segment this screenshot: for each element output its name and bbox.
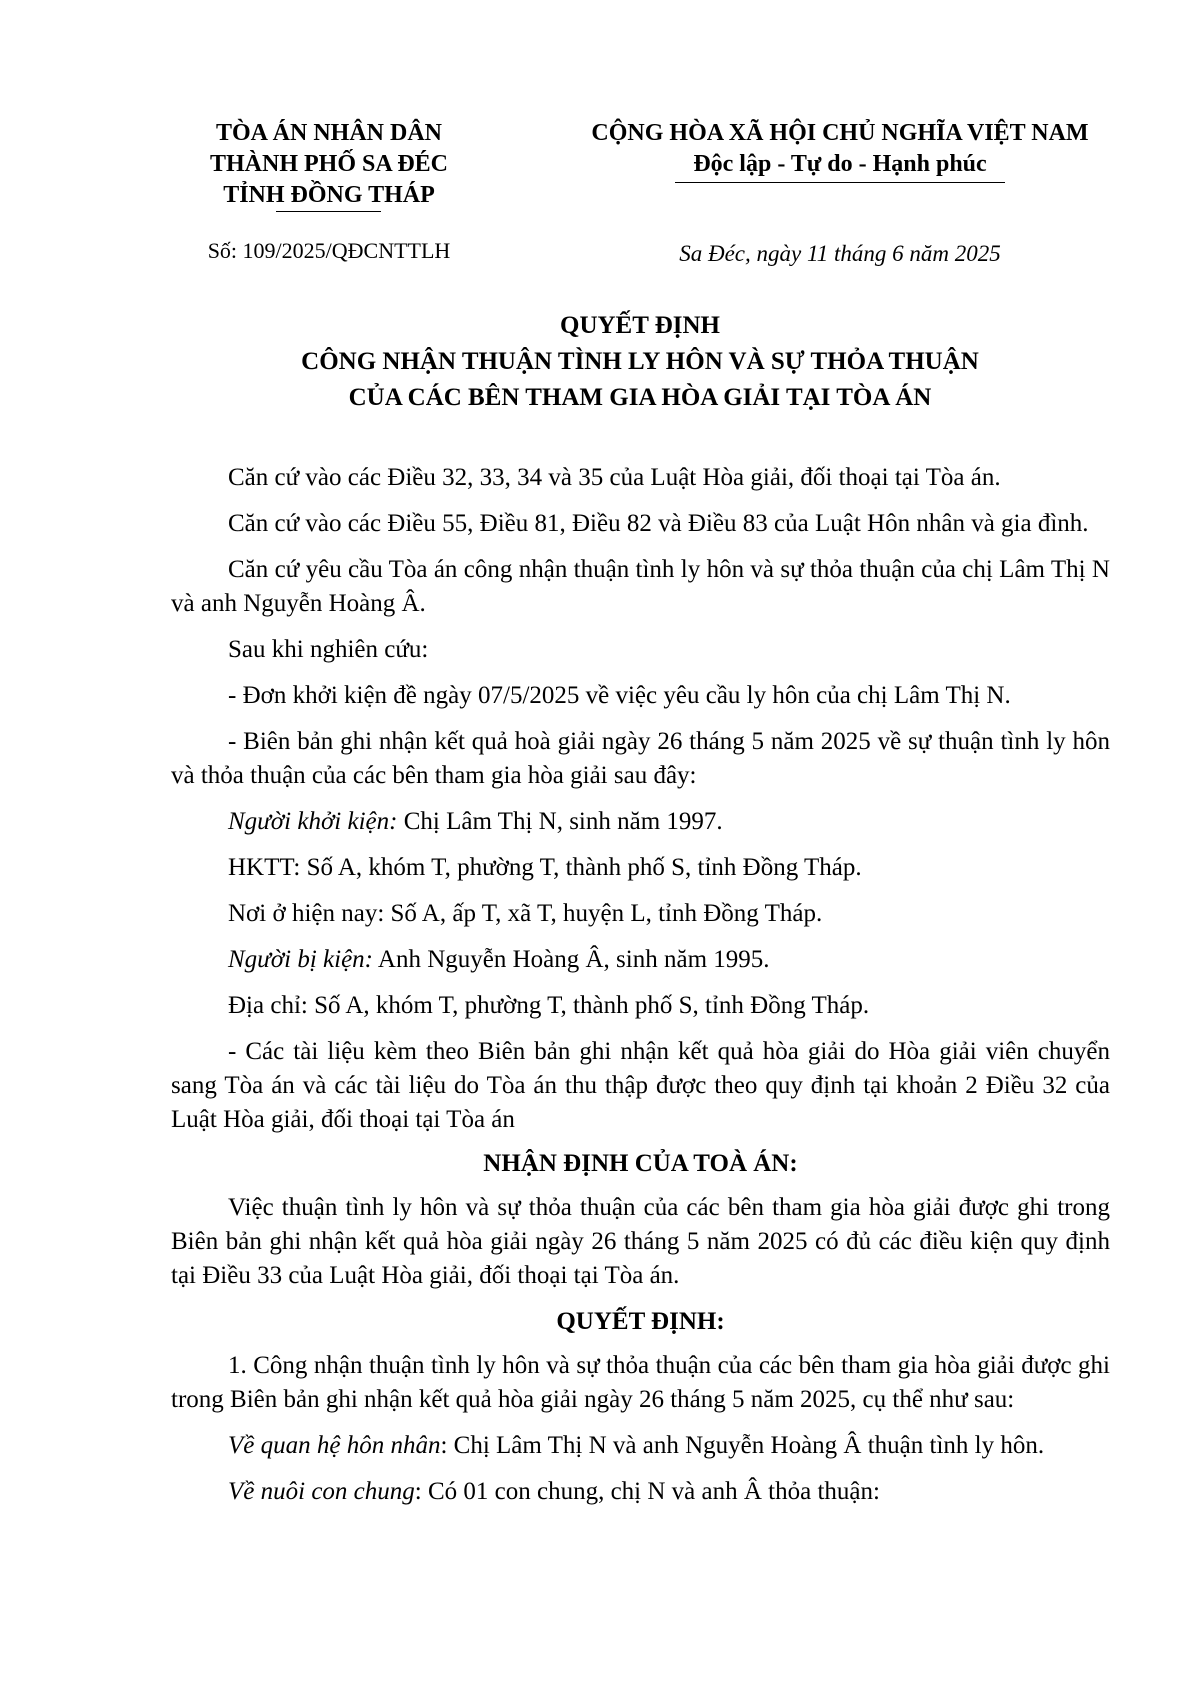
country-name: CỘNG HÒA XÃ HỘI CHỦ NGHĨA VIỆT NAM: [591, 120, 1089, 146]
title-line-2: CÔNG NHẬN THUẬN TÌNH LY HÔN VÀ SỰ THỎA THUẬN: [301, 348, 979, 375]
document-body: [171, 461, 1110, 1521]
document-number: Số: 109/2025/QĐCNTTLH: [207, 238, 451, 263]
plaintiff-residence: Nơi ở hiện nay: Số A, ấp T, xã T, huyện L, tỉnh Đồng Tháp.: [228, 900, 823, 927]
plaintiff-line: [171, 805, 1110, 839]
motto-underline: [675, 182, 1005, 183]
court-name-header: [180, 118, 478, 211]
marriage-label: Về quan hệ hôn nhân: [228, 1432, 441, 1459]
basis-paragraph: Căn cứ yêu cầu Tòa án công nhận thuận tình ly hôn và sự thỏa thuận của chị Lâm Thị N và anh Nguyễn Hoàng Â.: [171, 556, 1110, 617]
children-paragraph: [171, 1475, 1110, 1509]
title-line-3: CỦA CÁC BÊN THAM GIA HÒA GIẢI TẠI TÒA ÁN: [348, 384, 932, 411]
place-date: Sa Đéc, ngày 11 tháng 6 năm 2025: [679, 241, 1001, 266]
decision-heading: QUYẾT ĐỊNH:: [556, 1308, 725, 1335]
basis-paragraph: - Đơn khởi kiện đề ngày 07/5/2025 về việc yêu cầu ly hôn của chị Lâm Thị N.: [228, 682, 1011, 709]
national-motto-header: [560, 118, 1120, 180]
motto: Độc lập - Tự do - Hạnh phúc: [693, 151, 987, 177]
basis-paragraph: - Biên bản ghi nhận kết quả hoà giải ngày 26 tháng 5 năm 2025 về sự thuận tình ly hôn và thỏa thuận của các bên tham gia hòa giải sau đây:: [171, 728, 1110, 789]
court-assessment-text: Việc thuận tình ly hôn và sự thỏa thuận của các bên tham gia hòa giải được ghi trong Biên bản ghi nhận kết quả hòa giải ngày 26 tháng 5 năm 2025 có đủ các điều kiện quy định tại Điều 33 của Luật Hòa giải, đối thoại tại Tòa án.: [171, 1194, 1110, 1289]
plaintiff-value: Chị Lâm Thị N, sinh năm 1997.: [397, 808, 723, 835]
basis-paragraph: Căn cứ vào các Điều 55, Điều 81, Điều 82 và Điều 83 của Luật Hôn nhân và gia đình.: [228, 510, 1089, 537]
marriage-text: : Chị Lâm Thị N và anh Nguyễn Hoàng Â thuận tình ly hôn.: [440, 1432, 1045, 1459]
court-name-underline: [276, 211, 381, 212]
court-name-line-2: THÀNH PHỐ SA ĐÉC: [209, 151, 449, 177]
plaintiff-hktt: HKTT: Số A, khóm T, phường T, thành phố S, tỉnh Đồng Tháp.: [228, 854, 862, 881]
decision-item-1: 1. Công nhận thuận tình ly hôn và sự thỏa thuận của các bên tham gia hòa giải được ghi trong Biên bản ghi nhận kết quả hòa giải ngày 26 tháng 5 năm 2025, cụ thể như sau:: [171, 1352, 1110, 1413]
defendant-address: Địa chỉ: Số A, khóm T, phường T, thành phố S, tỉnh Đồng Tháp.: [228, 992, 870, 1019]
basis-paragraph: Sau khi nghiên cứu:: [228, 636, 429, 663]
defendant-label: Người bị kiện:: [228, 946, 374, 973]
court-name-line-3: TỈNH ĐỒNG THÁP: [223, 182, 435, 208]
defendant-line: [171, 943, 1110, 977]
basis-paragraph: Căn cứ vào các Điều 32, 33, 34 và 35 của Luật Hòa giải, đối thoại tại Tòa án.: [228, 464, 1001, 491]
marriage-paragraph: [171, 1429, 1110, 1463]
children-text: : Có 01 con chung, chị N và anh Â thỏa thuận:: [414, 1478, 880, 1505]
document-title: [170, 308, 1110, 416]
children-label: Về nuôi con chung: [228, 1478, 415, 1505]
court-name-line-1: TÒA ÁN NHÂN DÂN: [215, 120, 442, 146]
attachments-paragraph: - Các tài liệu kèm theo Biên bản ghi nhận kết quả hòa giải do Hòa giải viên chuyển sang Tòa án và các tài liệu do Tòa án thu thập được theo quy định tại khoản 2 Điều 32 của Luật Hòa giải, đối thoại tại Tòa án: [171, 1038, 1110, 1133]
defendant-value: Anh Nguyễn Hoàng Â, sinh năm 1995.: [373, 946, 770, 973]
title-line-1: QUYẾT ĐỊNH: [560, 312, 720, 339]
court-assessment-heading: NHẬN ĐỊNH CỦA TOÀ ÁN:: [483, 1150, 798, 1177]
plaintiff-label: Người khởi kiện:: [228, 808, 398, 835]
